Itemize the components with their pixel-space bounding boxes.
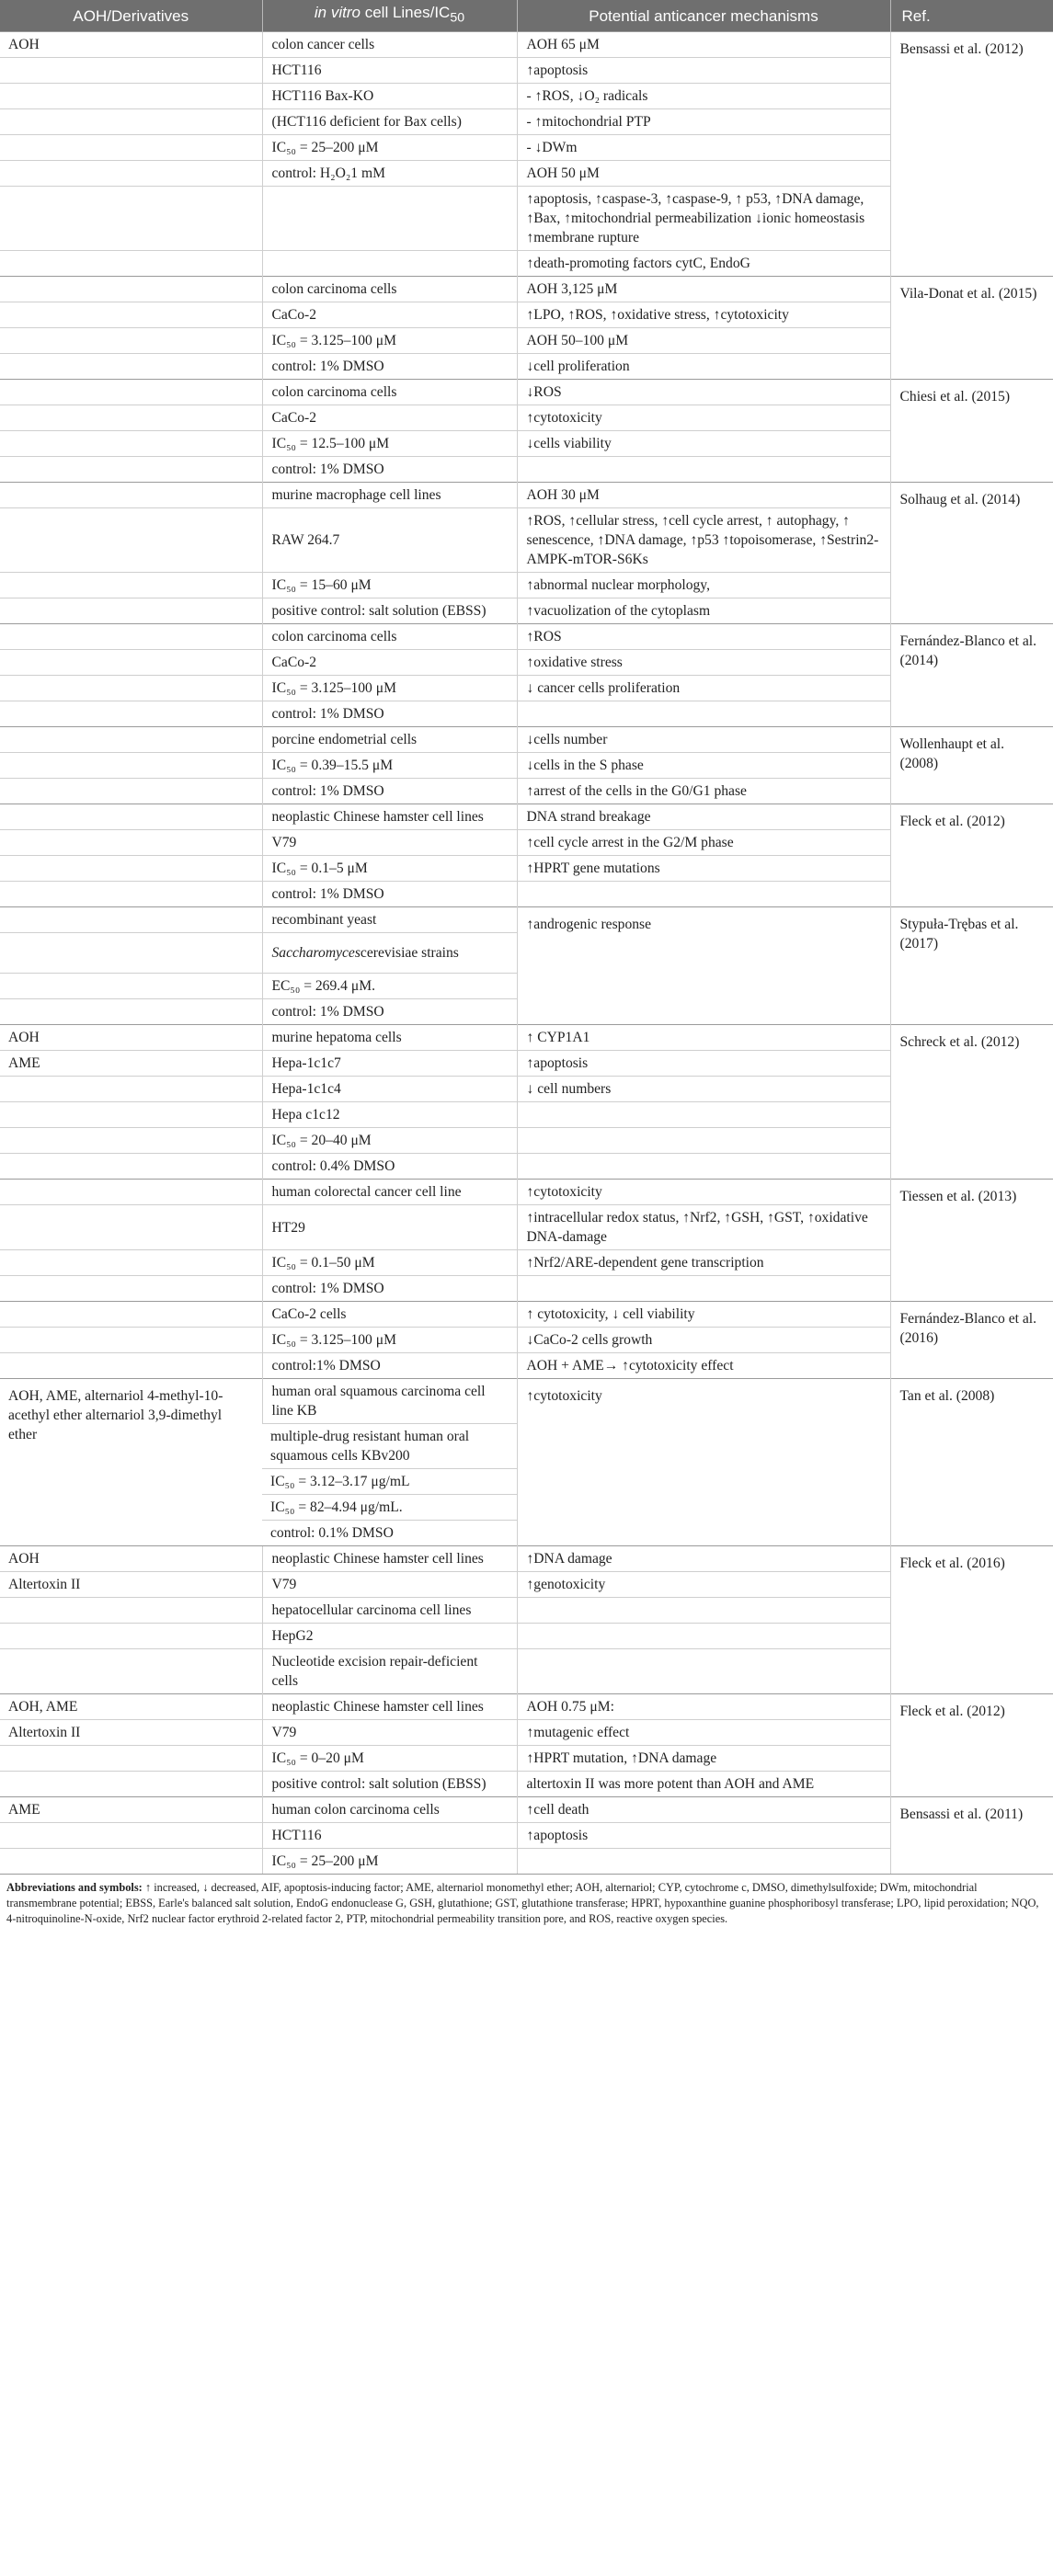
mechanism-cell: ↑cytotoxicity — [517, 405, 890, 431]
table-body — [0, 32, 1053, 1875]
mechanism-cell — [517, 457, 890, 483]
table-row — [0, 1694, 1053, 1720]
derivative-cell — [0, 187, 262, 251]
cell-line-cell: control: 1% DMSO — [262, 999, 517, 1025]
mechanism-cell — [517, 1849, 890, 1875]
mechanism-cell: ↑cytotoxicity — [517, 1180, 890, 1205]
derivative-cell: AOH — [0, 32, 262, 58]
mechanism-cell — [517, 1598, 890, 1624]
mechanism-cell: ↑cytotoxicity — [517, 1379, 890, 1546]
cell-line-cell — [262, 187, 517, 251]
reference-cell: Fernández-Blanco et al. (2016) — [890, 1302, 1053, 1379]
mechanism-cell — [517, 1649, 890, 1694]
mechanism-cell: ↓ cell numbers — [517, 1077, 890, 1102]
reference-cell: Wollenhaupt et al. (2008) — [890, 727, 1053, 804]
derivative-cell — [0, 84, 262, 109]
derivative-cell — [0, 1746, 262, 1772]
cell-line-cell: V79 — [262, 830, 517, 856]
derivative-cell — [0, 1276, 262, 1302]
reference-cell: Solhaug et al. (2014) — [890, 483, 1053, 624]
mechanism-cell: AOH 50–100 μM — [517, 328, 890, 354]
cell-line-cell: control: 1% DMSO — [262, 701, 517, 727]
cell-line-cell: recombinant yeast — [262, 907, 517, 933]
derivative-cell: Altertoxin II — [0, 1572, 262, 1598]
cell-line-cell: EC₅₀ = 269.4 μM. — [262, 974, 517, 999]
cell-line-cell: HT29 — [262, 1205, 517, 1250]
mechanism-cell: ↓cells in the S phase — [517, 753, 890, 779]
derivative-cell — [0, 753, 262, 779]
mechanism-cell — [517, 1102, 890, 1128]
cell-line-cell: control: 1% DMSO — [262, 779, 517, 804]
cell-line-cell: IC₅₀ = 15–60 μM — [262, 573, 517, 598]
derivative-cell — [0, 727, 262, 753]
derivative-cell — [0, 1849, 262, 1875]
derivative-cell — [0, 856, 262, 882]
cell-line-cell: IC₅₀ = 0.39–15.5 μM — [262, 753, 517, 779]
derivative-cell — [0, 328, 262, 354]
reference-cell: Stypuła-Trębas et al. (2017) — [890, 907, 1053, 1025]
reference-cell: Bensassi et al. (2011) — [890, 1797, 1053, 1875]
mechanism-cell — [517, 1624, 890, 1649]
derivative-cell — [0, 1624, 262, 1649]
mechanism-cell: ↑DNA damage — [517, 1546, 890, 1572]
reference-cell: Schreck et al. (2012) — [890, 1025, 1053, 1180]
table-row — [0, 32, 1053, 58]
cell-line-cell: IC₅₀ = 0–20 μM — [262, 1746, 517, 1772]
derivative-cell — [0, 933, 262, 974]
header-mechanisms: Potential anticancer mechanisms — [517, 0, 890, 32]
cell-line-cell: human colorectal cancer cell line — [262, 1180, 517, 1205]
cell-line-cell: V79 — [262, 1720, 517, 1746]
derivative-cell — [0, 1154, 262, 1180]
table-row — [0, 907, 1053, 933]
reference-cell: Chiesi et al. (2015) — [890, 380, 1053, 483]
derivative-cell — [0, 405, 262, 431]
mechanism-cell: ↑ROS, ↑cellular stress, ↑cell cycle arrest, ↑ autophagy, ↑ senescence, ↑DNA damage, ↑p53 ↑topoisomerase, ↑Sestrin2-AMPK-mTOR-S6Ks — [517, 508, 890, 573]
cell-line-cell: neoplastic Chinese hamster cell lines — [262, 804, 517, 830]
mechanism-cell: ↑mutagenic effect — [517, 1720, 890, 1746]
table-row — [0, 1302, 1053, 1328]
mechanism-cell: - ↑ROS, ↓O₂ radicals — [517, 84, 890, 109]
cell-line-cell: CaCo-2 — [262, 302, 517, 328]
derivative-cell — [0, 804, 262, 830]
cell-line-cell: human colon carcinoma cells — [262, 1797, 517, 1823]
cell-line-cell: neoplastic Chinese hamster cell lines — [262, 1694, 517, 1720]
mechanism-cell: ↑androgenic response — [517, 907, 890, 1025]
derivative-cell — [0, 1102, 262, 1128]
derivative-cell — [0, 431, 262, 457]
table-row — [0, 624, 1053, 650]
table-row — [0, 380, 1053, 405]
cell-line-cell: murine hepatoma cells — [262, 1025, 517, 1051]
mechanism-cell: ↓cells viability — [517, 431, 890, 457]
table-row — [0, 1025, 1053, 1051]
derivative-cell — [0, 974, 262, 999]
mechanism-cell: ↑HPRT mutation, ↑DNA damage — [517, 1746, 890, 1772]
table-row — [0, 1797, 1053, 1823]
derivative-cell — [0, 1205, 262, 1250]
derivative-cell — [0, 1250, 262, 1276]
mechanism-cell: ↑apoptosis, ↑caspase-3, ↑caspase-9, ↑ p53, ↑DNA damage, ↑Bax, ↑mitochondrial permeabilization ↓ionic homeostasis ↑membrane rupture — [517, 187, 890, 251]
mechanism-cell: ↑vacuolization of the cytoplasm — [517, 598, 890, 624]
mechanism-cell: AOH 3,125 μM — [517, 277, 890, 302]
mechanism-cell: - ↑mitochondrial PTP — [517, 109, 890, 135]
mechanism-cell: ↑apoptosis — [517, 58, 890, 84]
cell-line-cell: hepatocellular carcinoma cell lines — [262, 1598, 517, 1624]
table-row — [0, 804, 1053, 830]
cell-line-cell: IC₅₀ = 3.125–100 μM — [262, 328, 517, 354]
cell-line-cell: IC₅₀ = 25–200 μM — [262, 135, 517, 161]
cell-line-cell: IC₅₀ = 0.1–5 μM — [262, 856, 517, 882]
mechanism-cell: ↓CaCo-2 cells growth — [517, 1328, 890, 1353]
derivative-cell — [0, 999, 262, 1025]
mechanism-cell — [517, 701, 890, 727]
mechanism-cell: ↑ CYP1A1 — [517, 1025, 890, 1051]
derivative-cell — [0, 882, 262, 907]
derivative-cell — [0, 457, 262, 483]
cell-line-cell: HCT116 Bax-KO — [262, 84, 517, 109]
cell-line-cell: control: 1% DMSO — [262, 457, 517, 483]
table-header-row — [0, 0, 1053, 32]
reference-cell: Fernández-Blanco et al. (2014) — [890, 624, 1053, 727]
cell-line-cell: V79 — [262, 1572, 517, 1598]
cell-line-cell: IC₅₀ = 3.12–3.17 μg/mL — [262, 1469, 517, 1495]
derivative-cell — [0, 1649, 262, 1694]
mechanism-cell: altertoxin II was more potent than AOH and AME — [517, 1772, 890, 1797]
derivative-cell — [0, 1302, 262, 1328]
cell-line-cell: IC₅₀ = 0.1–50 μM — [262, 1250, 517, 1276]
species-name: Saccharomyces — [271, 945, 361, 961]
cell-line-cell: human oral squamous carcinoma cell line KB — [262, 1379, 517, 1424]
mechanism-cell: ↑LPO, ↑ROS, ↑oxidative stress, ↑cytotoxicity — [517, 302, 890, 328]
table-row — [0, 1180, 1053, 1205]
derivative-cell — [0, 1128, 262, 1154]
mechanism-cell: AOH 30 μM — [517, 483, 890, 508]
header-ref: Ref. — [890, 0, 1053, 32]
header-cell-lines — [262, 0, 517, 32]
mechanism-cell: ↑intracellular redox status, ↑Nrf2, ↑GSH, ↑GST, ↑oxidative DNA-damage — [517, 1205, 890, 1250]
cell-line-cell: porcine endometrial cells — [262, 727, 517, 753]
mechanism-cell: AOH 50 μM — [517, 161, 890, 187]
derivative-cell — [0, 1328, 262, 1353]
cell-line-cell: RAW 264.7 — [262, 508, 517, 573]
header-cell-lines-text: cell Lines/IC — [364, 4, 451, 22]
derivative-cell — [0, 624, 262, 650]
mechanism-cell: - ↓DWm — [517, 135, 890, 161]
cell-line-cell: Saccharomycescerevisiae strains — [262, 933, 517, 974]
cell-line-cell: IC₅₀ = 20–40 μM — [262, 1128, 517, 1154]
derivative-cell — [0, 1180, 262, 1205]
derivative-cell — [0, 135, 262, 161]
derivative-cell — [0, 1598, 262, 1624]
mechanism-cell — [517, 1154, 890, 1180]
cell-line-cell: control: 1% DMSO — [262, 354, 517, 380]
table-row — [0, 727, 1053, 753]
derivative-cell — [0, 650, 262, 676]
cell-line-cell: colon carcinoma cells — [262, 277, 517, 302]
cell-line-cell: control:1% DMSO — [262, 1353, 517, 1379]
derivative-cell — [0, 508, 262, 573]
cell-line-cell: control: 0.1% DMSO — [262, 1521, 517, 1546]
header-invitro: in vitro — [314, 4, 361, 22]
derivative-cell: AME — [0, 1051, 262, 1077]
table-row — [0, 1379, 1053, 1424]
derivative-cell — [0, 277, 262, 302]
reference-cell: Fleck et al. (2016) — [890, 1546, 1053, 1694]
derivative-cell — [0, 907, 262, 933]
derivative-cell: AOH — [0, 1025, 262, 1051]
mechanism-cell: ↓cells number — [517, 727, 890, 753]
derivative-cell: AOH, AME — [0, 1694, 262, 1720]
mechanism-cell: ↑arrest of the cells in the G0/G1 phase — [517, 779, 890, 804]
mechanism-cell: ↑ROS — [517, 624, 890, 650]
derivative-cell — [0, 830, 262, 856]
derivative-cell: AOH, AME, alternariol 4-methyl-10-acethyl ether alternariol 3,9-dimethyl ether — [0, 1379, 262, 1546]
cell-line-cell: control: H₂O₂1 mM — [262, 161, 517, 187]
mechanism-cell: ↑abnormal nuclear morphology, — [517, 573, 890, 598]
mechanism-cell: ↓ cancer cells proliferation — [517, 676, 890, 701]
derivative-cell — [0, 1772, 262, 1797]
mechanism-cell — [517, 1128, 890, 1154]
mechanism-cell: ↑apoptosis — [517, 1051, 890, 1077]
cell-line-cell: Hepa-1c1c7 — [262, 1051, 517, 1077]
table-row — [0, 483, 1053, 508]
cell-line-cell: control: 1% DMSO — [262, 882, 517, 907]
derivative-cell — [0, 161, 262, 187]
mechanism-cell: ↓cell proliferation — [517, 354, 890, 380]
mechanism-cell: ↑HPRT gene mutations — [517, 856, 890, 882]
mechanism-cell: ↑oxidative stress — [517, 650, 890, 676]
cell-line-cell: CaCo-2 — [262, 650, 517, 676]
cell-line-cell: IC₅₀ = 3.125–100 μM — [262, 676, 517, 701]
derivative-cell — [0, 483, 262, 508]
mechanism-cell: AOH 65 μM — [517, 32, 890, 58]
cell-line-cell: colon carcinoma cells — [262, 380, 517, 405]
table-row — [0, 277, 1053, 302]
derivative-cell — [0, 701, 262, 727]
mechanism-cell: ↑Nrf2/ARE-dependent gene transcription — [517, 1250, 890, 1276]
mechanism-cell: ↑genotoxicity — [517, 1572, 890, 1598]
cell-line-cell: IC₅₀ = 12.5–100 μM — [262, 431, 517, 457]
derivative-cell: AME — [0, 1797, 262, 1823]
cell-line-cell: neoplastic Chinese hamster cell lines — [262, 1546, 517, 1572]
cell-line-cell — [262, 251, 517, 277]
derivative-cell — [0, 1077, 262, 1102]
mechanism-cell: ↑apoptosis — [517, 1823, 890, 1849]
cell-line-cell: CaCo-2 — [262, 405, 517, 431]
cell-line-cell: control: 1% DMSO — [262, 1276, 517, 1302]
derivative-cell — [0, 380, 262, 405]
cell-line-cell: (HCT116 deficient for Bax cells) — [262, 109, 517, 135]
mechanism-cell: AOH + AME→ ↑cytotoxicity effect — [517, 1353, 890, 1379]
derivative-cell: Altertoxin II — [0, 1720, 262, 1746]
derivative-cell — [0, 676, 262, 701]
footnote-text: ↑ increased, ↓ decreased, AIF, apoptosis-inducing factor; AME, alternariol monomethyl ether; AOH, alternariol; CYP, cytochrome c, DMSO, dimethylsulfoxide; DWm, mitochondrial transmembrane potential; EBSS, Earle's balanced salt solution, EndoG endonuclease G, GSH, glutathione; GST, glutathione transferase; HPRT, hypoxanthine guanine phosphoribosyl transferase; LPO, lipid peroxidation; NQO, 4-nitroquinoline-N-oxide, Nrf2 nuclear factor erythroid 2-related factor 2, PTP, mitochondrial permeability transition pore, and ROS, reactive oxygen species. — [6, 1881, 1039, 1925]
derivative-cell — [0, 302, 262, 328]
reference-cell: Fleck et al. (2012) — [890, 804, 1053, 907]
mechanism-cell: AOH 0.75 μM: — [517, 1694, 890, 1720]
derivative-cell — [0, 109, 262, 135]
mechanism-cell: ↓ROS — [517, 380, 890, 405]
cell-line-cell: Nucleotide excision repair-deficient cells — [262, 1649, 517, 1694]
reference-cell: Fleck et al. (2012) — [890, 1694, 1053, 1797]
cell-line-cell: IC₅₀ = 82–4.94 μg/mL. — [262, 1495, 517, 1521]
cell-line-cell: control: 0.4% DMSO — [262, 1154, 517, 1180]
cell-line-cell: multiple-drug resistant human oral squamous cells KBv200 — [262, 1424, 517, 1469]
mechanism-cell — [517, 1276, 890, 1302]
cell-line-cell: HepG2 — [262, 1624, 517, 1649]
mechanism-cell: ↑cell death — [517, 1797, 890, 1823]
cell-line-cell: positive control: salt solution (EBSS) — [262, 1772, 517, 1797]
reference-cell: Bensassi et al. (2012) — [890, 32, 1053, 277]
derivative-cell — [0, 354, 262, 380]
table-row — [0, 1546, 1053, 1572]
cell-line-cell: Hepa c1c12 — [262, 1102, 517, 1128]
cell-line-cell: Hepa-1c1c4 — [262, 1077, 517, 1102]
cell-line-cell: CaCo-2 cells — [262, 1302, 517, 1328]
mechanism-cell: ↑cell cycle arrest in the G2/M phase — [517, 830, 890, 856]
cell-line-cell: IC₅₀ = 25–200 μM — [262, 1849, 517, 1875]
mechanism-cell: ↑ cytotoxicity, ↓ cell viability — [517, 1302, 890, 1328]
header-ic50-sub: 50 — [450, 10, 465, 26]
derivative-cell — [0, 598, 262, 624]
derivative-cell — [0, 1353, 262, 1379]
mechanism-cell: DNA strand breakage — [517, 804, 890, 830]
reference-cell: Tiessen et al. (2013) — [890, 1180, 1053, 1302]
derivative-cell — [0, 779, 262, 804]
header-derivatives: AOH/Derivatives — [0, 0, 262, 32]
cell-line-cell: colon carcinoma cells — [262, 624, 517, 650]
derivative-cell — [0, 573, 262, 598]
derivative-cell: AOH — [0, 1546, 262, 1572]
abbreviations-footnote — [0, 1874, 1053, 1927]
footnote-label: Abbreviations and symbols: — [6, 1881, 143, 1894]
derivative-cell — [0, 251, 262, 277]
cell-line-cell: IC₅₀ = 3.125–100 μM — [262, 1328, 517, 1353]
cell-line-cell: HCT116 — [262, 1823, 517, 1849]
cell-line-cell: positive control: salt solution (EBSS) — [262, 598, 517, 624]
cell-line-cell: colon cancer cells — [262, 32, 517, 58]
mechanism-cell: ↑death-promoting factors cytC, EndoG — [517, 251, 890, 277]
derivative-cell — [0, 58, 262, 84]
derivative-cell — [0, 1823, 262, 1849]
reference-cell: Vila-Donat et al. (2015) — [890, 277, 1053, 380]
mechanism-cell — [517, 882, 890, 907]
cell-line-cell: murine macrophage cell lines — [262, 483, 517, 508]
cell-line-cell: HCT116 — [262, 58, 517, 84]
reference-cell: Tan et al. (2008) — [890, 1379, 1053, 1546]
